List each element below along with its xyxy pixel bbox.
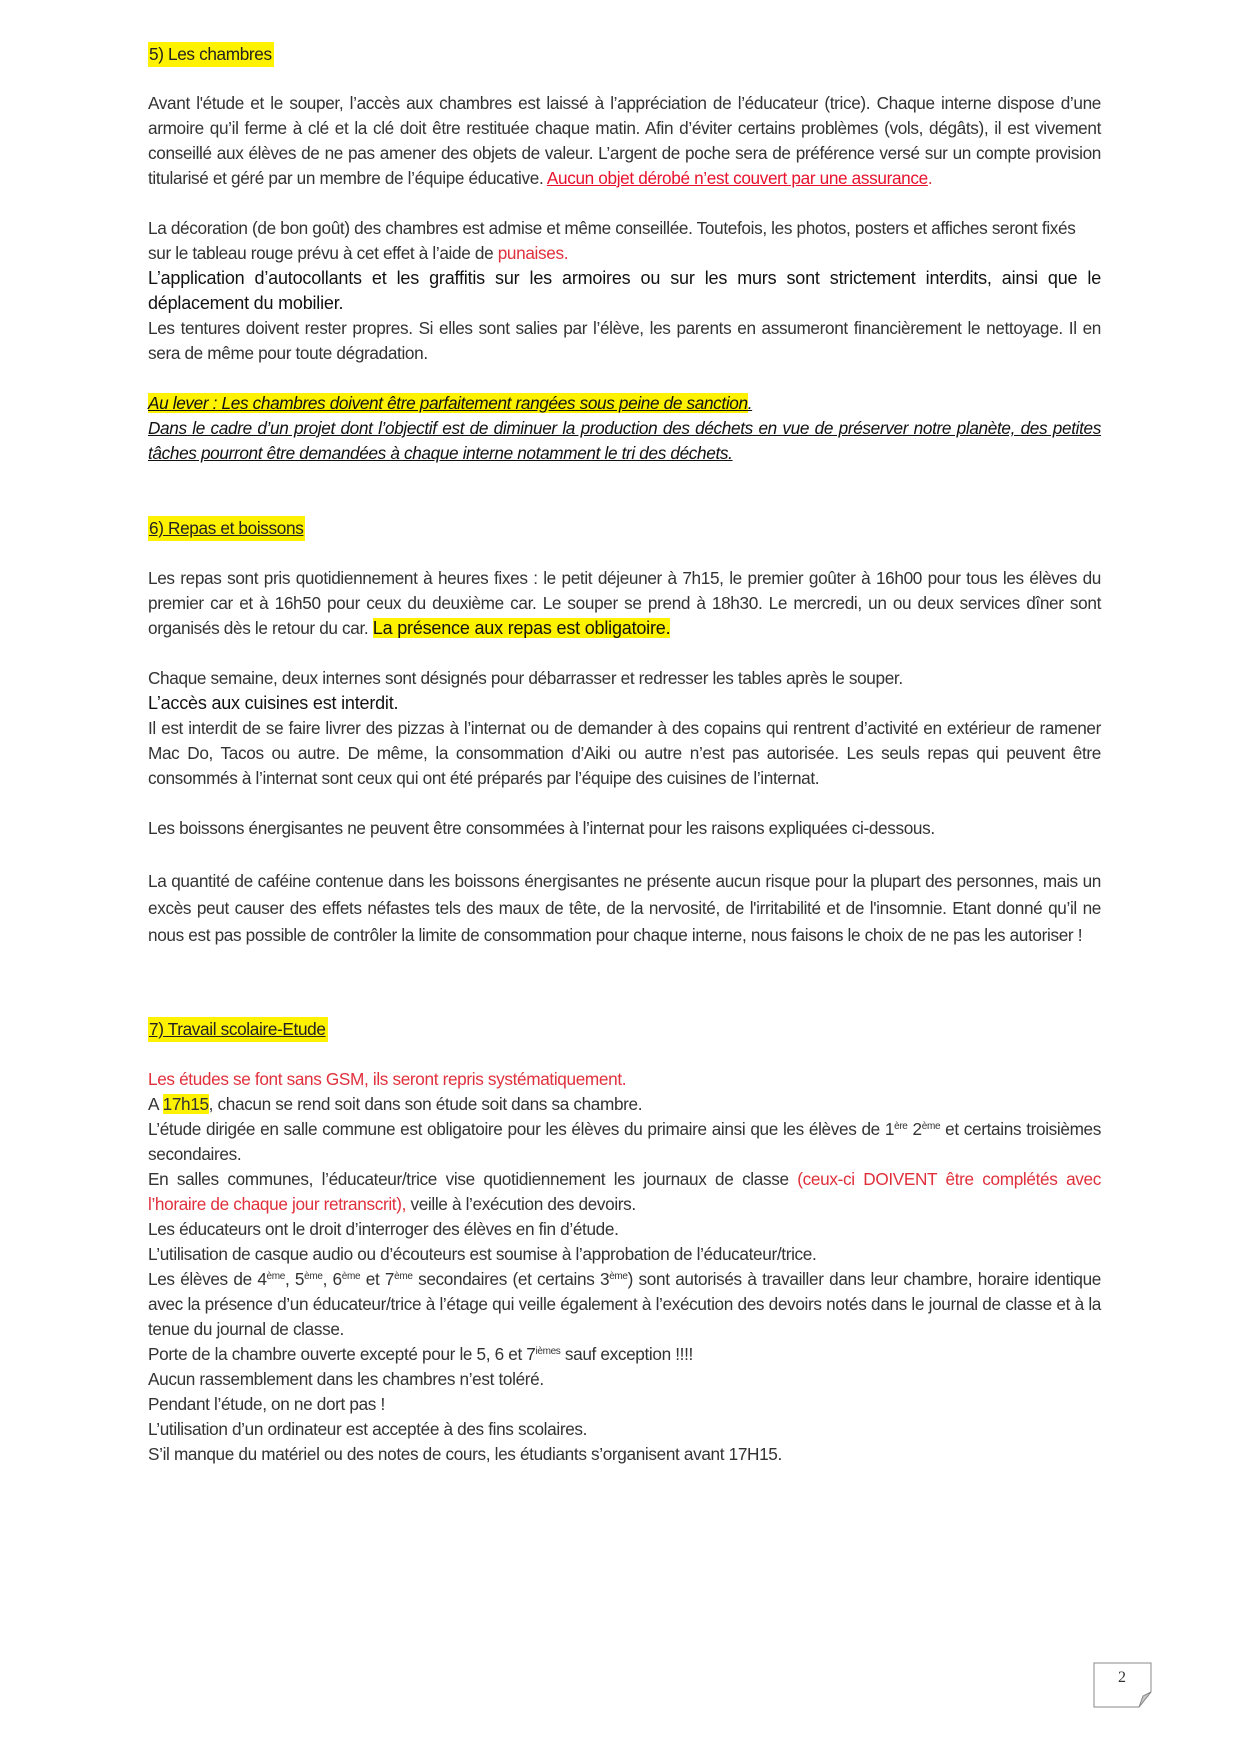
period: . — [927, 168, 933, 188]
section-6-paragraph-3 — [148, 691, 1101, 716]
text: Porte de la chambre ouverte excepté pour le 5, 6 et 7 — [148, 1344, 536, 1364]
section-5-heading: 5) Les chambres — [148, 42, 274, 67]
section-6-paragraph-1 — [148, 566, 1101, 641]
text: L’étude dirigée en salle commune est obligatoire pour les élèves du primaire ainsi que les élèves de — [148, 1119, 880, 1139]
open-door-line — [148, 1342, 1101, 1367]
superscript: ème — [921, 1121, 941, 1132]
section-5-paragraph-5 — [148, 391, 1101, 416]
section-6-paragraph-6 — [148, 868, 1101, 949]
gsm-rule: Les études se font sans GSM, ils seront repris systématiquement. — [148, 1069, 627, 1089]
text: ) sont autorisés à travailler dans leur chambre, horaire identique avec la présence d’un éducateur/trice à l’étage qui veille également à l’exécution des devoirs notés dans le journal de classe et à la tenue du journal de classe. — [148, 1269, 1101, 1339]
superscript: ièmes — [535, 1346, 561, 1357]
paragraph-text: Les boissons énergisantes ne peuvent être consommées à l’internat pour les raisons expliquées ci-dessous. — [148, 818, 935, 838]
text: 1 — [884, 1119, 895, 1139]
directed-study-line — [148, 1117, 1101, 1167]
interrogation-line: Les éducateurs ont le droit d’interroger des élèves en fin d’étude. — [148, 1219, 619, 1239]
attendance-mandatory: La présence aux repas est obligatoire. — [372, 618, 671, 638]
paragraph-text: La décoration (de bon goût) des chambres est admise et même conseillée. Toutefois, les photos, posters et affiches seront fixés sur le tableau rouge prévu à cet effet à l’aide de — [148, 218, 1076, 263]
text: A — [148, 1094, 159, 1114]
section-7-body — [148, 1067, 1101, 1467]
section-6-paragraph-2 — [148, 666, 1101, 691]
superscript: ère — [894, 1121, 908, 1132]
paragraph-text: Les repas sont pris quotidiennement à heures fixes : le petit déjeuner à 7h15, le premier goûter à 16h00 pour tous les élèves du premier car et à 16h50 pour ceux du deuxième car. Le souper se prend à 18h30. Le mercredi, un ou deux services dîner sont organisés dès le retour du car. — [148, 568, 1101, 638]
text: secondaires (et certains 3 — [412, 1269, 610, 1289]
section-7-heading-block — [148, 1017, 1101, 1042]
insurance-warning: Aucun objet dérobé n’est couvert par une assurance — [546, 168, 928, 188]
text: sauf exception !!!! — [560, 1344, 693, 1364]
text: et certains troisièmes secondaires. — [148, 1119, 1102, 1164]
section-5-paragraph-4 — [148, 316, 1101, 366]
punaises-text: punaises. — [497, 243, 569, 263]
text: , 5 — [284, 1269, 305, 1289]
section-6-heading: 6) Repas et boissons — [148, 516, 305, 541]
section-5-paragraph-6 — [148, 416, 1101, 466]
waste-project: Dans le cadre d’un projet dont l’objectif est de diminuer la production des déchets en vue de préserver notre planète, des petites tâches pourront être demandées à chaque interne notamment le tri des déchets. — [148, 418, 1101, 463]
text: veille à l’exécution des devoirs. — [410, 1194, 636, 1214]
paragraph-text: Chaque semaine, deux internes sont désignés pour débarrasser et redresser les tables après le souper. — [148, 668, 903, 688]
room-study-line — [148, 1267, 1101, 1342]
text: Les élèves de 4 — [148, 1269, 267, 1289]
text: , 6 — [322, 1269, 342, 1289]
period: . — [338, 293, 344, 313]
page-number: 2 — [1118, 1669, 1126, 1686]
text: et 7 — [360, 1269, 395, 1289]
section-6-heading-block — [148, 516, 1101, 541]
materials-line: S’il manque du matériel ou des notes de cours, les étudiants s’organisent avant 17H15. — [148, 1444, 782, 1464]
section-5-paragraph-2 — [148, 216, 1101, 266]
common-rooms-line — [148, 1167, 1101, 1217]
section-6-paragraph-5 — [148, 816, 1101, 841]
no-sleeping-line: Pendant l’étude, on ne dort pas ! — [148, 1394, 385, 1414]
section-5-paragraph-1 — [148, 91, 1101, 191]
period: . — [393, 693, 399, 713]
superscript: ème — [394, 1271, 413, 1282]
paragraph-text: La quantité de caféine contenue dans les boissons énergisantes ne présente aucun risque pour la plupart des personnes, mais un excès peut causer des effets néfastes tels des maux de tête, de la nervosité, de l'irritabilité et de l'insomnie. Etant donné qu’il ne nous est pas possible de contrôler la limite de consommation pour chaque interne, nous faisons le choix de ne pas les autoriser ! — [148, 871, 1101, 945]
superscript: ème — [266, 1271, 285, 1282]
page-number-badge — [1093, 1662, 1153, 1707]
study-time-line — [148, 1092, 1101, 1117]
superscript: ème — [341, 1271, 361, 1282]
superscript: ème — [304, 1271, 323, 1282]
journal-warning: (ceux-ci DOIVENT être complétés avec l’horaire de chaque jour retranscrit), — [148, 1169, 1101, 1214]
stickers-rule: L’application d’autocollants et les graffitis sur les armoires ou sur les murs sont strictement interdits, ainsi que le déplacement du mobilier — [148, 268, 1101, 313]
study-time: 17h15 — [162, 1094, 209, 1114]
paragraph-text: Les tentures doivent rester propres. Si elles sont salies par l’élève, les parents en assumeront financièrement le nettoyage. Il en sera de même pour toute dégradation. — [148, 318, 1101, 363]
paragraph-text: Il est interdit de se faire livrer des pizzas à l’internat ou de demander à des copains qui rentrent d’activité en extérieur de ramener Mac Do, Tacos ou autre. De même, la consommation d’Aiki ou autre n’est pas autorisée. Les seuls repas qui peuvent être consommés à l’internat sont ceux qui ont été préparés par l’équipe des cuisines de l’internat. — [148, 718, 1101, 788]
period: . — [747, 393, 753, 413]
section-6-paragraph-4 — [148, 716, 1101, 791]
gathering-line: Aucun rassemblement dans les chambres n’est toléré. — [148, 1369, 544, 1389]
kitchen-rule: L’accès aux cuisines est interdit — [148, 693, 394, 713]
morning-rule: Au lever : Les chambres doivent être parfaitement rangées sous peine de sanction — [148, 393, 748, 413]
section-5-paragraph-3 — [148, 266, 1101, 316]
text: , chacun se rend soit dans son étude soit dans sa chambre. — [208, 1094, 643, 1114]
computer-line: L’utilisation d’un ordinateur est acceptée à des fins scolaires. — [148, 1419, 588, 1439]
paragraph-text: Avant l'étude et le souper, l’accès aux chambres est laissé à l’appréciation de l’éducateur (trice). Chaque interne dispose d’une armoire qu’il ferme à clé et la clé doit être restituée chaque matin. Afin d’éviter certains problèmes (vols, dégâts), il est vivement conseillé aux élèves de ne pas amener des objets de valeur. L’argent de poche sera de préférence versé sur un compte provision titularisé et géré par un membre de l’équipe éducative. — [148, 93, 1101, 188]
superscript: ème — [609, 1271, 628, 1282]
headphones-line: L’utilisation de casque audio ou d’écouteurs est soumise à l’approbation de l’éducateur/trice. — [148, 1244, 817, 1264]
text: En salles communes, l’éducateur/trice vise quotidiennement les journaux de classe — [148, 1169, 789, 1189]
section-5-heading-block — [148, 42, 1101, 67]
text: 2 — [912, 1119, 922, 1139]
section-7-heading: 7) Travail scolaire-Etude — [148, 1017, 328, 1042]
